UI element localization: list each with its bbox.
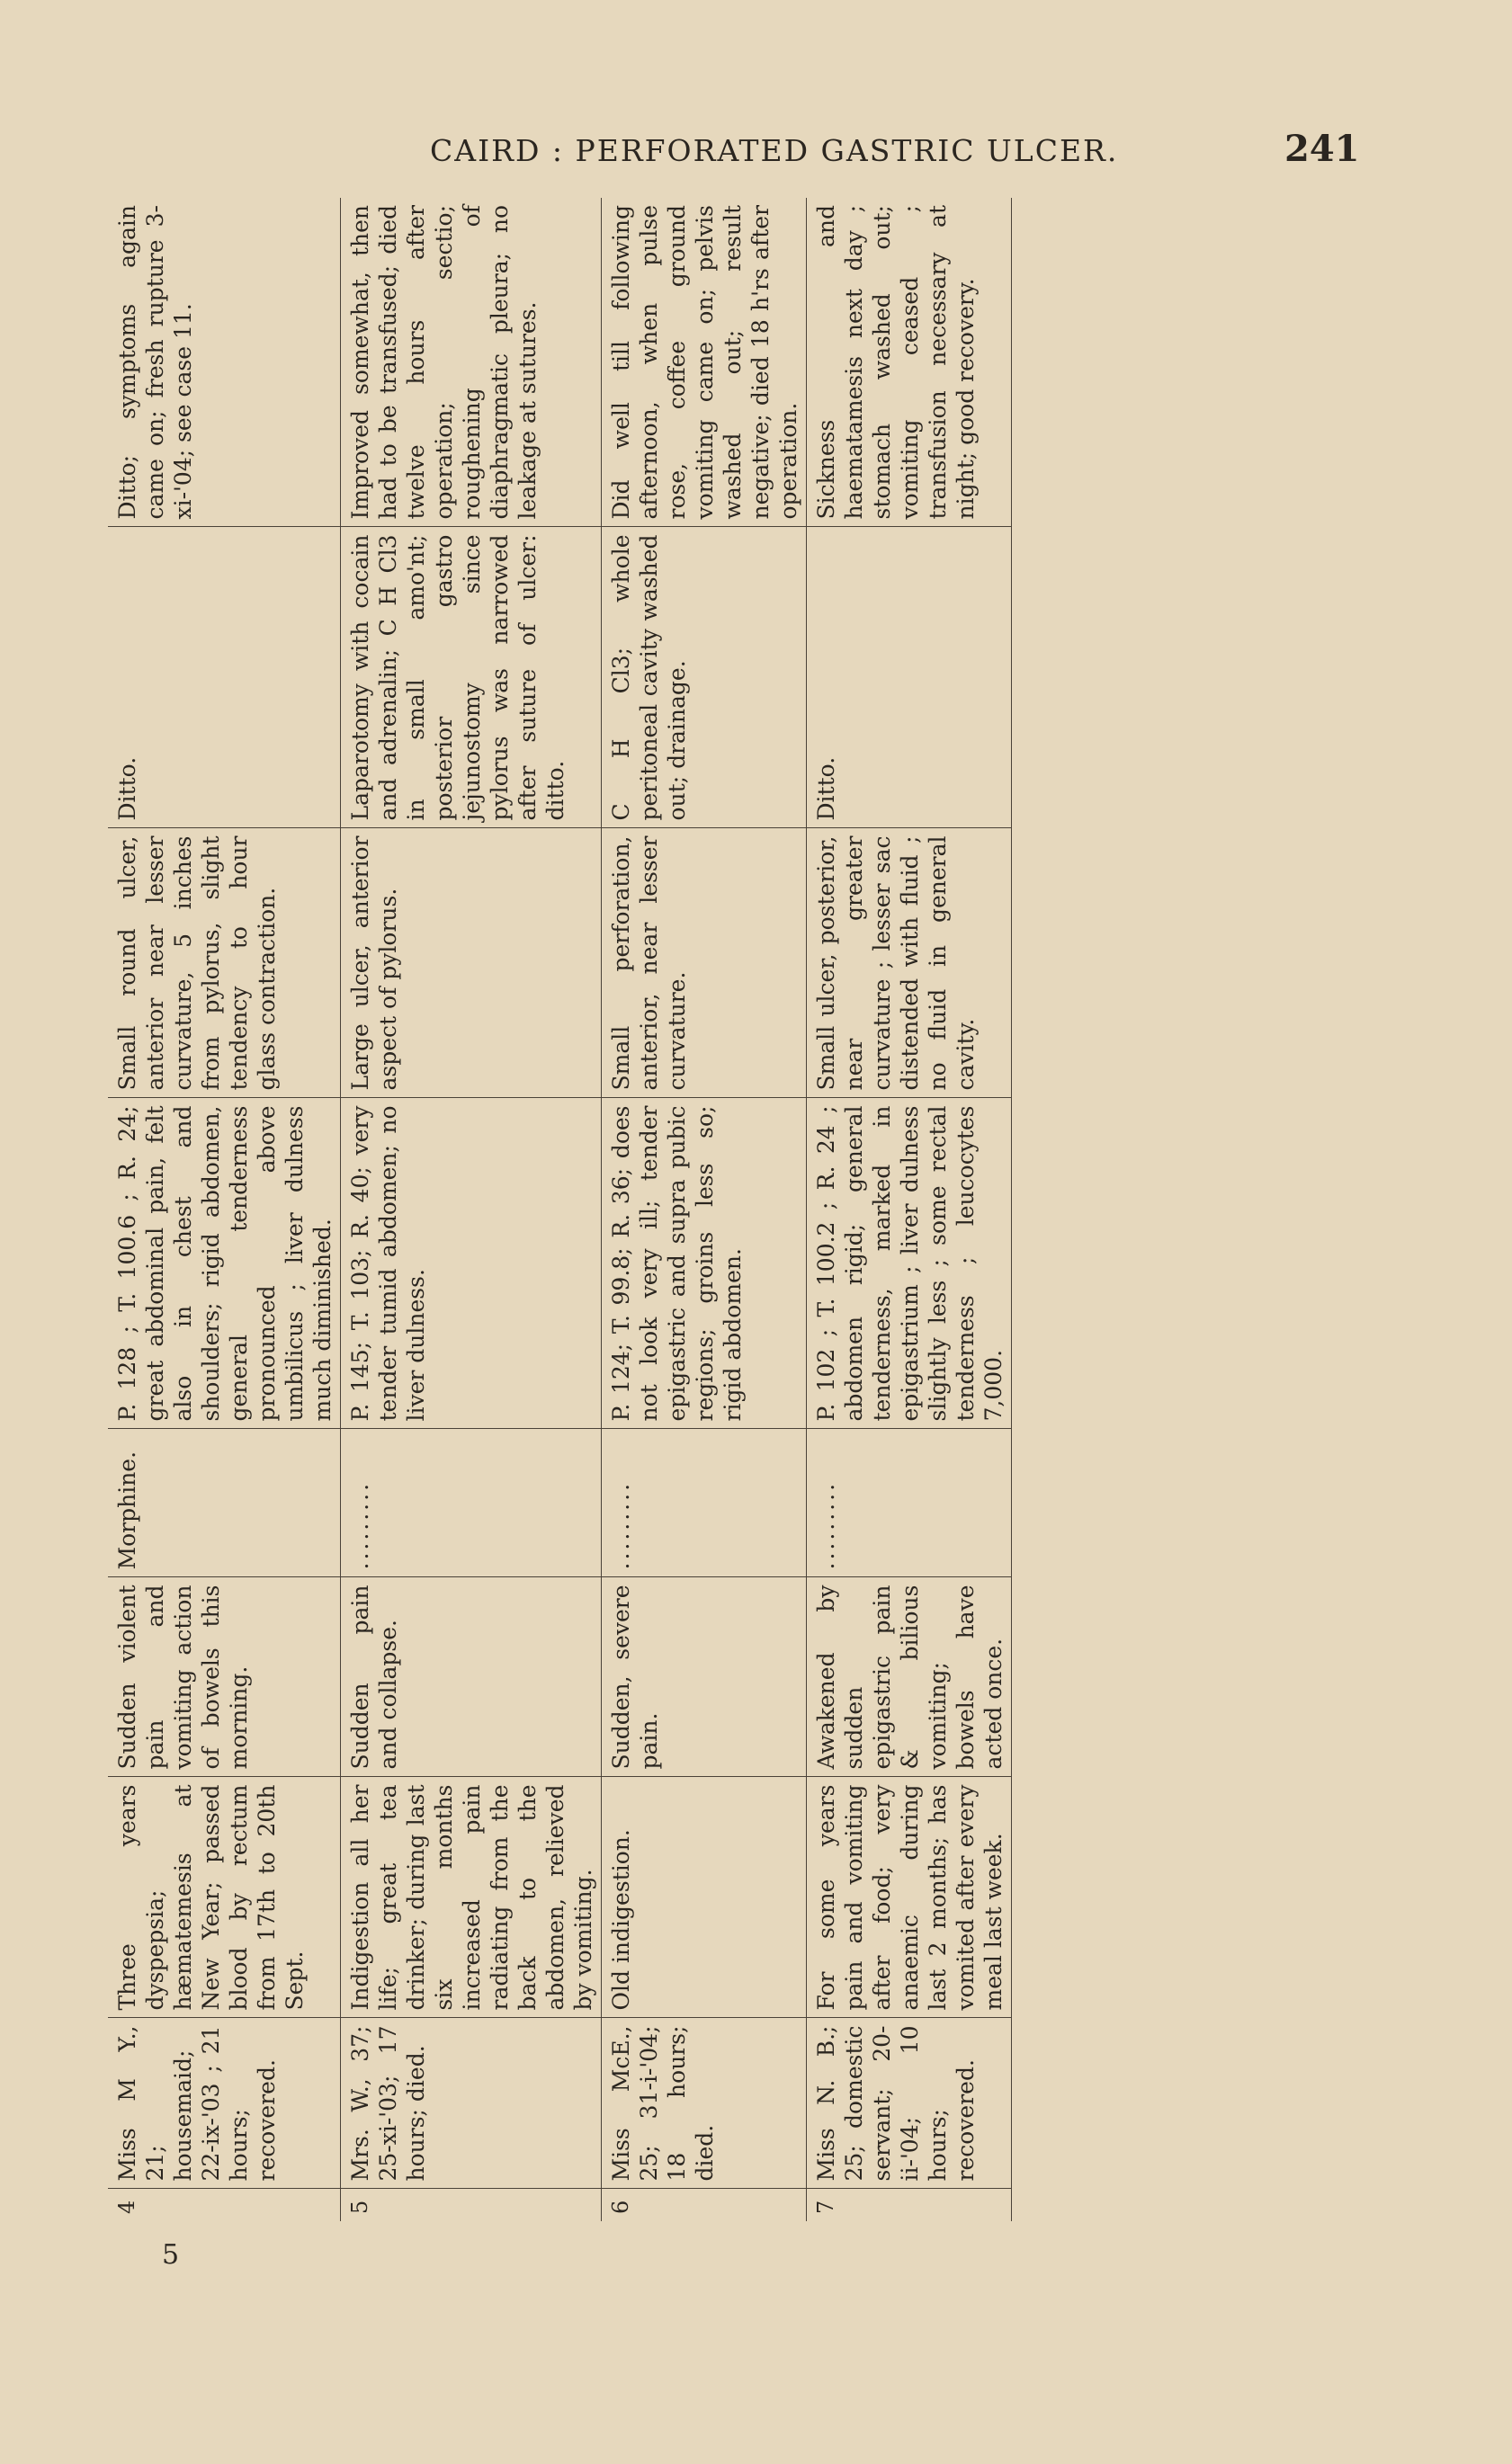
onset-cell: Sudden violent pain and vomiting action of bowels this morning.: [108, 1577, 341, 1777]
condition-cell: P. 102 ; T. 100.2 ; R. 24 ; abdomen rigid; general tenderness, marked in epigastrium ; liver dulness slightly less ; some rectal tenderness ; leucocytes 7,000.: [807, 1098, 1012, 1429]
ulcer-cell: Small perforation, anterior, near lesser curvature.: [602, 828, 807, 1098]
operation-cell: Ditto.: [108, 527, 341, 828]
ulcer-cell: Large ulcer, anterior aspect of pylorus.: [341, 828, 602, 1098]
case-row: [807, 198, 1012, 2221]
treatment-cell: .........: [807, 1429, 1012, 1577]
operation-cell: Laparotomy with cocain and adrenalin; C H Cl3 in small amo'nt; posterior gastro jejunostomy since pylorus was narrowed after suture of ulcer: ditto.: [341, 527, 602, 828]
case-number: 5: [347, 2200, 372, 2214]
history-cell: Old indigestion.: [602, 1777, 807, 2018]
patient-cell: Miss M Y., 21; housemaid; 22-ix-'03 ; 21 hours; recovered.: [108, 2018, 341, 2189]
onset-cell: Sudden pain and collapse.: [341, 1577, 602, 1777]
history-cell: Three years dyspepsia; hæmatemesis at New Year; passed blood by rectum from 17th to 20th Sept.: [108, 1777, 341, 2018]
treatment-cell: .........: [602, 1429, 807, 1577]
result-cell: Sickness and haematamesis next day ; stomach washed out; vomiting ceased ; transfusion necessary at night; good recovery.: [807, 198, 1012, 527]
operation-cell: C H Cl3; whole peritoneal cavity washed out; drainage.: [602, 527, 807, 828]
case-row: [341, 198, 602, 2221]
rotated-case-table: [108, 198, 1349, 2221]
treatment-cell: .........: [341, 1429, 602, 1577]
condition-cell: P. 128 ; T. 100.6 ; R. 24; great abdominal pain, felt also in chest and shoulders; rigid abdomen, general tenderness pronounced above umbilicus ; liver dulness much diminished.: [108, 1098, 341, 1429]
patient-cell: Mrs. W., 37; 25-xi-'03; 17 hours; died.: [341, 2018, 602, 2189]
condition-cell: P. 145; T. 103; R. 40; very tender tumid abdomen; no liver dulness.: [341, 1098, 602, 1429]
case-number: 6: [608, 2200, 633, 2214]
page-header: [0, 128, 1512, 187]
case-number: 7: [813, 2200, 838, 2214]
treatment-cell: Morphine.: [108, 1429, 341, 1577]
operation-cell: Ditto.: [807, 527, 1012, 828]
condition-cell: P. 124; T. 99.8; R. 36; does not look very ill; tender epigastric and supra pubic regions; groins less so; rigid abdomen.: [602, 1098, 807, 1429]
onset-cell: Sudden, severe pain.: [602, 1577, 807, 1777]
patient-cell: Miss N. B.; 25; domestic servant; 20-ii-'04; 10 hours; recovered.: [807, 2018, 1012, 2189]
case-row: [108, 198, 341, 2221]
result-cell: Did well till following afternoon, when pulse rose, coffee ground vomiting came on; pelvis washed out; result negative; died 18 h'rs after operation.: [602, 198, 807, 527]
result-cell: Ditto; symptoms again came on; fresh rupture 3-xi-'04; see case 11.: [108, 198, 341, 527]
onset-cell: Awakened by sudden epigastric pain & bilious vomiting; bowels have acted once.: [807, 1577, 1012, 1777]
history-cell: Indigestion all her life; great tea drinker; during last six months increased pain radiating from the back to the abdomen, relieved by vomiting.: [341, 1777, 602, 2018]
page-number: 241: [1284, 128, 1360, 170]
result-cell: Improved somewhat, then had to be transfused; died twelve hours after operation; sectio; roughening of diaphragmatic pleura; no leakage at sutures.: [341, 198, 602, 527]
ulcer-cell: Small ulcer, posterior, near greater curvature ; lesser sac distended with fluid ; no fluid in general cavity.: [807, 828, 1012, 1098]
margin-mark: 5: [162, 2239, 180, 2271]
case-number: 4: [114, 2200, 139, 2214]
patient-cell: Miss McE., 25; 31-i-'04; 18 hours; died.: [602, 2018, 807, 2189]
running-title: CAIRD : PERFORATED GASTRIC ULCER.: [430, 133, 1119, 168]
case-table: [108, 198, 1012, 2221]
ulcer-cell: Small round ulcer, anterior near lesser curvature, 5 inches from pylorus, slight tendency to hour glass contraction.: [108, 828, 341, 1098]
case-row: [602, 198, 807, 2221]
history-cell: For some years pain and vomiting after food; very anaemic during last 2 months; has vomited after every meal last week.: [807, 1777, 1012, 2018]
